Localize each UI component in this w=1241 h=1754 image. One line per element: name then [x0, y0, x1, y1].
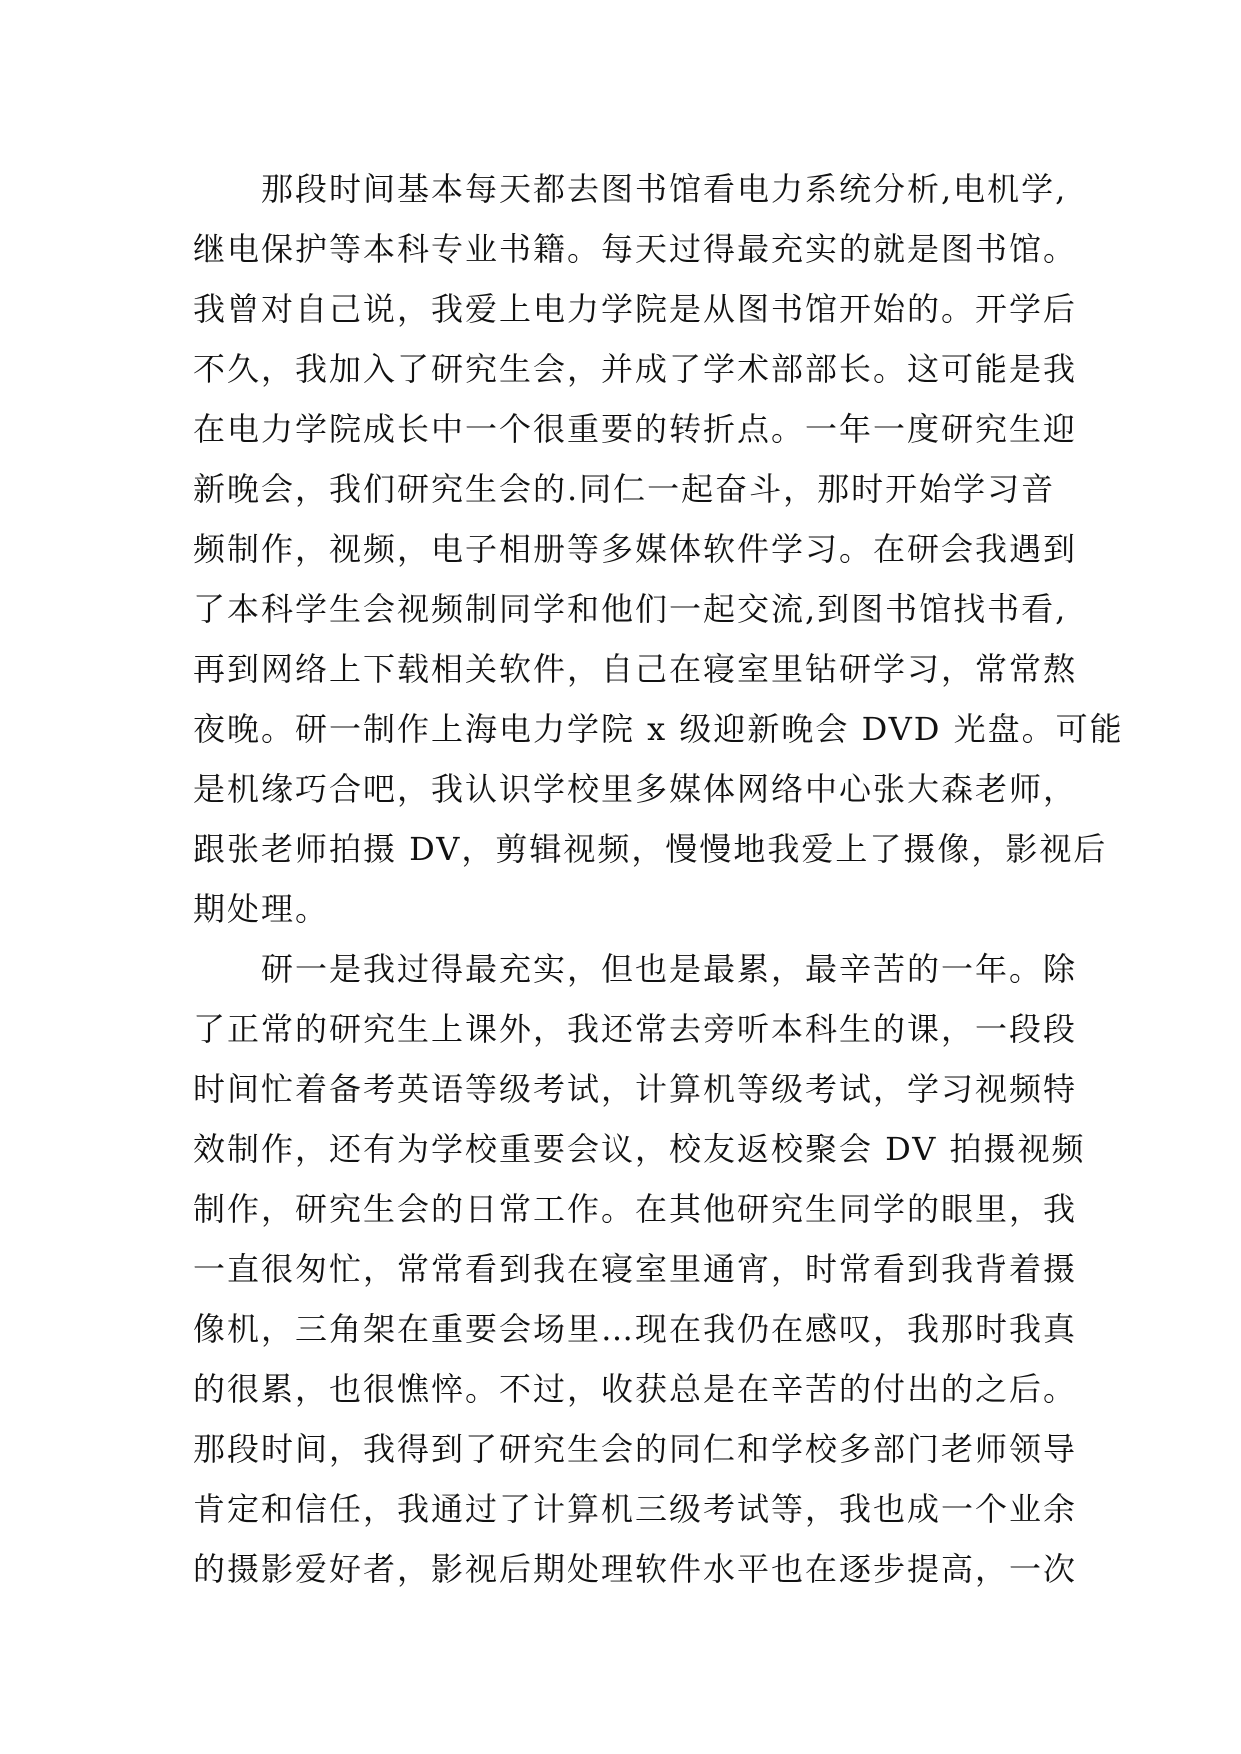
- text-line: 效制作，还有为学校重要会议，校友返校聚会 DV 拍摄视频: [193, 1130, 1086, 1168]
- text-line: 夜晚。研一制作上海电力学院 x 级迎新晚会 DVD 光盘。可能: [193, 710, 1124, 748]
- text-line: 期处理。: [193, 890, 330, 928]
- text-line: 再到网络上下载相关软件，自己在寝室里钻研学习，常常熬: [193, 650, 1078, 688]
- text-line: 制作，研究生会的日常工作。在其他研究生同学的眼里，我: [193, 1190, 1078, 1228]
- text-line: 时间忙着备考英语等级考试，计算机等级考试，学习视频特: [193, 1070, 1078, 1108]
- text-line: 跟张老师拍摄 DV，剪辑视频，慢慢地我爱上了摄像，影视后: [193, 830, 1108, 868]
- text-line: 的很累，也很憔悴。不过，收获总是在辛苦的付出的之后。: [193, 1370, 1078, 1408]
- text-line: 像机，三角架在重要会场里…现在我仍在感叹，我那时我真: [193, 1310, 1078, 1348]
- text-line: 那段时间，我得到了研究生会的同仁和学校多部门老师领导: [193, 1430, 1078, 1468]
- text-line: 的摄影爱好者，影视后期处理软件水平也在逐步提高，一次: [193, 1550, 1078, 1588]
- text-line: 在电力学院成长中一个很重要的转折点。一年一度研究生迎: [193, 410, 1078, 448]
- text-line: 肯定和信任，我通过了计算机三级考试等，我也成一个业余: [193, 1490, 1078, 1528]
- text-line: 了正常的研究生上课外，我还常去旁听本科生的课，一段段: [193, 1010, 1078, 1048]
- text-line: 继电保护等本科专业书籍。每天过得最充实的就是图书馆。: [193, 230, 1078, 268]
- text-line: 不久，我加入了研究生会，并成了学术部部长。这可能是我: [193, 350, 1078, 388]
- text-line: 那段时间基本每天都去图书馆看电力系统分析,电机学,: [193, 170, 1068, 208]
- paragraph-2: [193, 939, 1086, 1599]
- text-line: 研一是我过得最充实，但也是最累，最辛苦的一年。除: [193, 950, 1078, 988]
- text-line: 我曾对自己说，我爱上电力学院是从图书馆开始的。开学后: [193, 290, 1078, 328]
- text-line: 一直很匆忙，常常看到我在寝室里通宵，时常看到我背着摄: [193, 1250, 1078, 1288]
- text-line: 了本科学生会视频制同学和他们一起交流,到图书馆找书看,: [193, 590, 1068, 628]
- paragraph-1: [193, 159, 1124, 939]
- body-text: [193, 159, 1124, 1599]
- text-line: 是机缘巧合吧，我认识学校里多媒体网络中心张大森老师，: [193, 770, 1078, 808]
- text-line: 新晚会，我们研究生会的.同仁一起奋斗，那时开始学习音: [193, 470, 1056, 508]
- text-line: 频制作，视频，电子相册等多媒体软件学习。在研会我遇到: [193, 530, 1078, 568]
